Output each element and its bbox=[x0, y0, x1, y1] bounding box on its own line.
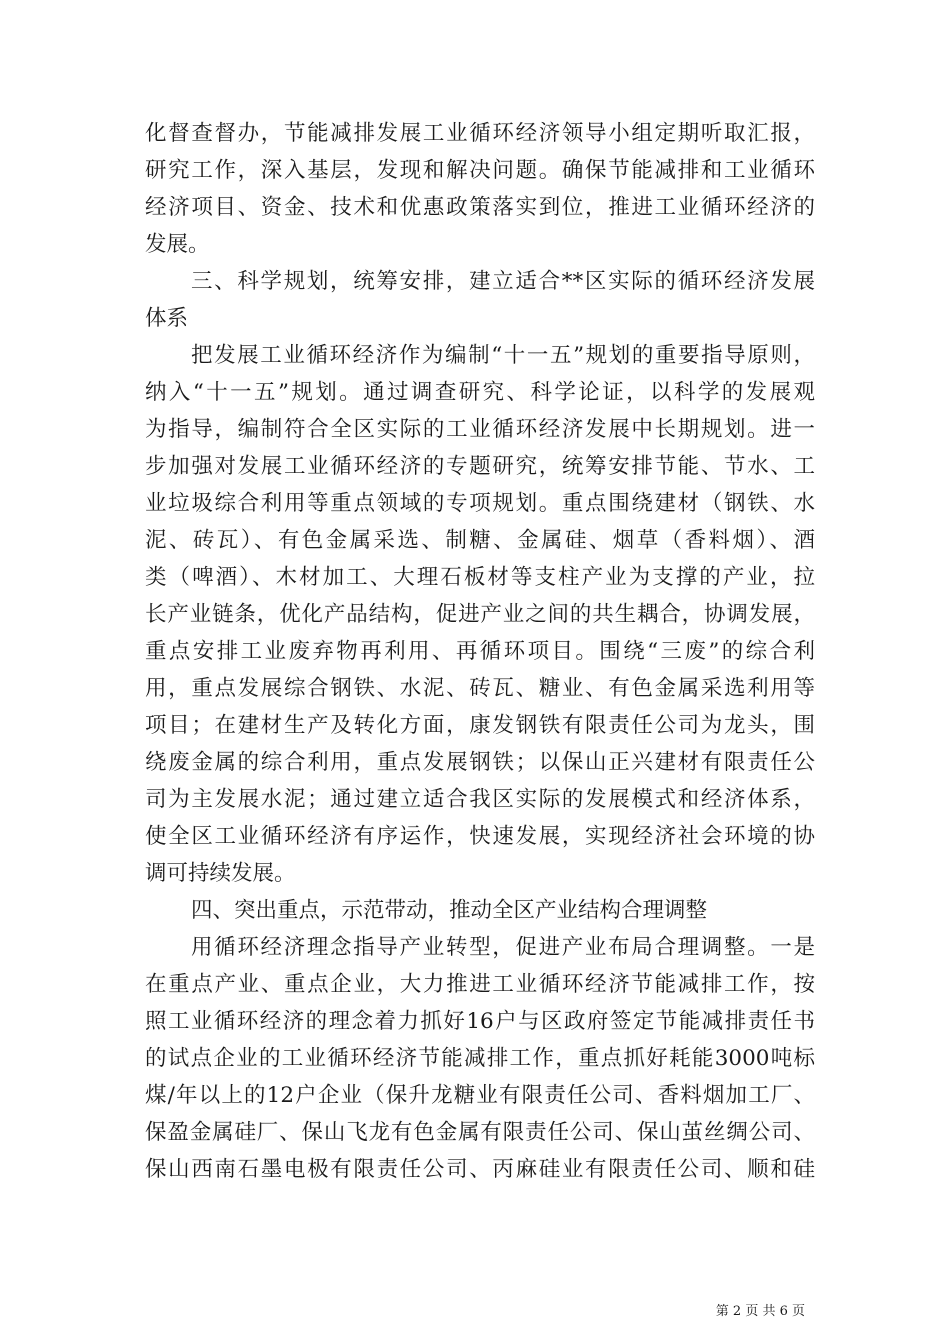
body-text-line: 研究工作，深入基层，发现和解决问题。确保节能减排和工业循环 bbox=[145, 158, 815, 183]
body-text-line: 发展。 bbox=[145, 232, 210, 257]
body-text-line: 煤/年以上的12户企业（保升龙糖业有限责任公司、香料烟加工厂、 bbox=[145, 1083, 815, 1108]
body-text-line: 项目；在建材生产及转化方面，康发钢铁有限责任公司为龙头，围 bbox=[145, 713, 815, 738]
body-text-line: 照工业循环经济的理念着力抓好16户与区政府签定节能减排责任书 bbox=[145, 1009, 815, 1034]
body-text-line: 步加强对发展工业循环经济的专题研究，统筹安排节能、节水、工 bbox=[145, 454, 815, 479]
body-text-line: 保山西南石墨电极有限责任公司、丙麻硅业有限责任公司、顺和硅 bbox=[145, 1157, 815, 1182]
body-text-line: 绕废金属的综合利用，重点发展钢铁；以保山正兴建材有限责任公 bbox=[145, 750, 815, 775]
body-text-line: 把发展工业循环经济作为编制“十一五”规划的重要指导原则， bbox=[191, 343, 815, 368]
body-text-line: 泥、砖瓦）、有色金属采选、制糖、金属硅、烟草（香料烟）、酒 bbox=[145, 528, 815, 553]
body-text-line: 长产业链条，优化产品结构，促进产业之间的共生耦合，协调发展， bbox=[145, 602, 815, 627]
body-text-line: 类（啤酒）、木材加工、大理石板材等支柱产业为支撑的产业，拉 bbox=[145, 565, 815, 590]
body-text-line: 业垃圾综合利用等重点领域的专项规划。重点围绕建材（钢铁、水 bbox=[145, 491, 815, 516]
body-text-line: 使全区工业循环经济有序运作，快速发展，实现经济社会环境的协 bbox=[145, 824, 815, 849]
body-text-line: 用，重点发展综合钢铁、水泥、砖瓦、糖业、有色金属采选利用等 bbox=[145, 676, 815, 701]
body-text-line: 重点安排工业废弃物再利用、再循环项目。围绕“三废”的综合利 bbox=[145, 639, 815, 664]
body-text-line: 司为主发展水泥；通过建立适合我区实际的发展模式和经济体系， bbox=[145, 787, 815, 812]
body-text-line: 调可持续发展。 bbox=[145, 861, 296, 886]
body-text-line: 化督查督办，节能减排发展工业循环经济领导小组定期听取汇报， bbox=[145, 121, 815, 146]
body-text-line: 在重点产业、重点企业，大力推进工业循环经济节能减排工作，按 bbox=[145, 972, 815, 997]
body-text-line: 保盈金属硅厂、保山飞龙有色金属有限责任公司、保山茧丝绸公司、 bbox=[145, 1120, 815, 1145]
section-heading-3-cont: 体系 bbox=[145, 306, 189, 331]
body-text-line: 经济项目、资金、技术和优惠政策落实到位，推进工业循环经济的 bbox=[145, 195, 815, 220]
body-text-line: 用循环经济理念指导产业转型，促进产业布局合理调整。一是 bbox=[191, 935, 815, 960]
section-heading-4: 四、突出重点，示范带动，推动全区产业结构合理调整 bbox=[191, 898, 708, 923]
body-text-line: 为指导，编制符合全区实际的工业循环经济发展中长期规划。进一 bbox=[145, 417, 815, 442]
body-text-line: 的试点企业的工业循环经济节能减排工作，重点抓好耗能3000吨标 bbox=[145, 1046, 815, 1071]
page-number: 第 2 页 共 6 页 bbox=[715, 1304, 805, 1319]
section-heading-3: 三、科学规划，统筹安排，建立适合**区实际的循环经济发展 bbox=[191, 269, 815, 294]
body-text-line: 纳入“十一五”规划。通过调查研究、科学论证，以科学的发展观 bbox=[145, 380, 815, 405]
